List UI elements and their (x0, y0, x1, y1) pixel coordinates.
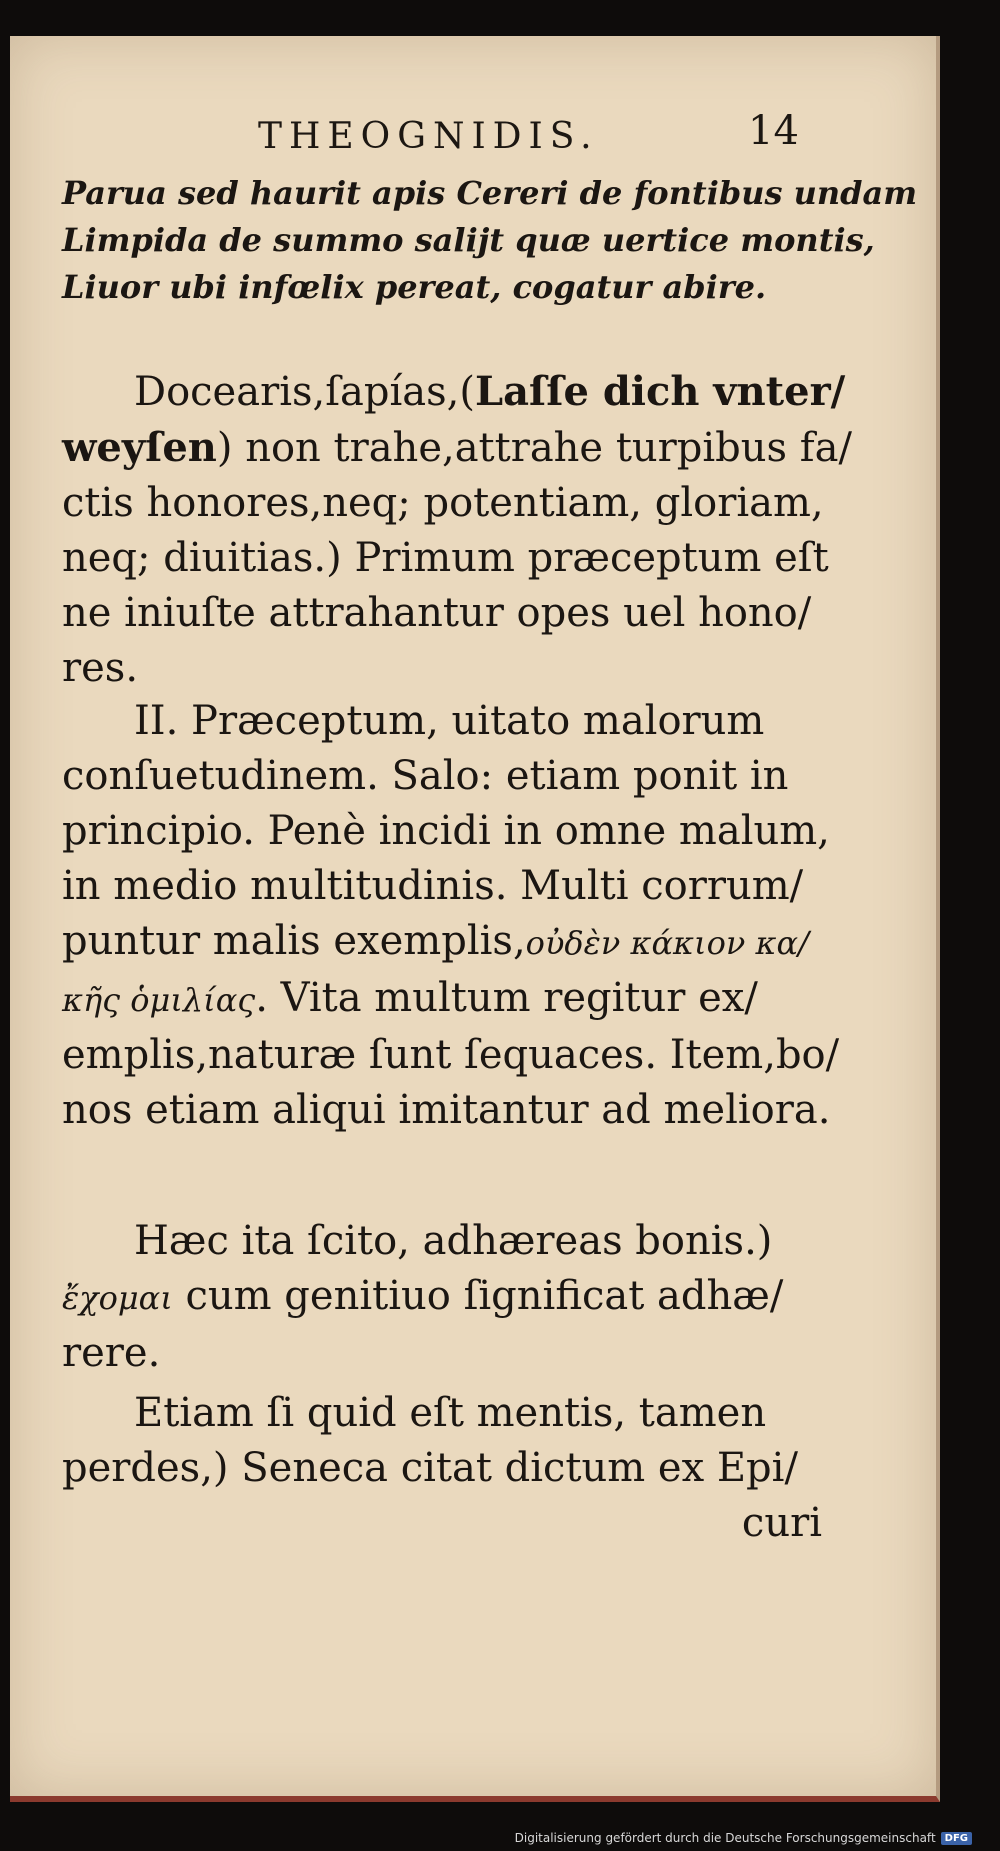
text-segment: . Vita multum regitur ex/ (255, 975, 758, 1021)
greek-quotation: κῆς ὁμιλίας (62, 981, 256, 1019)
commentary-paragraph-4 (62, 1386, 822, 1551)
verse-line: Limpida de summo salijt quæ uertice montis, (62, 221, 875, 259)
greek-quotation: οὐδὲν κάκιον κα/ (525, 924, 809, 962)
text-line (62, 971, 822, 1028)
text-line: rere. (62, 1330, 161, 1376)
page-number: 14 (748, 108, 799, 154)
text-segment: puntur malis exemplis, (62, 918, 526, 964)
catchword: curi (741, 1500, 822, 1546)
german-gloss: weyſen (62, 424, 217, 471)
text-line: conſuetudinem. Salo: etiam ponit in (62, 753, 789, 799)
text-segment: cum genitiuo ſignificat adhæ/ (172, 1273, 784, 1319)
text-segment: Docearis,ſapías,( (134, 369, 475, 415)
running-head-title: THEOGNIDIS. (258, 116, 599, 157)
text-line (62, 364, 846, 420)
text-line: ctis honores,neq; potentiam, gloriam, (62, 480, 824, 526)
verse-block (62, 170, 917, 311)
text-line: res. (62, 645, 139, 691)
text-line: II. Præceptum, uitato malorum (134, 698, 765, 744)
text-line: principio. Penè incidi in omne malum, (62, 808, 830, 854)
commentary-paragraph-2 (62, 694, 840, 1138)
text-line (62, 914, 822, 971)
text-line: perdes,) Seneca citat dictum ex Epi/ (62, 1445, 798, 1491)
verse-line: Parua sed haurit apis Cereri de fontibus undam (62, 174, 918, 212)
text-line: Etiam ſi quid eſt mentis, tamen (134, 1390, 767, 1436)
greek-word: ἔχομαι (62, 1279, 173, 1317)
german-gloss: Laſſe dich vnter/ (474, 368, 846, 415)
text-line: emplis,naturæ ſunt ſequaces. Item,bo/ (62, 1032, 840, 1078)
verse-line: Liuor ubi infœlix pereat, cogatur abire. (62, 268, 767, 306)
text-line: ne iniuſte attrahantur opes uel hono/ (62, 590, 812, 636)
credit-text: Digitalisierung gefördert durch die Deutsche Forschungsgemeinschaft (514, 1831, 936, 1845)
digitization-credit (515, 1831, 972, 1845)
text-line: nos etiam aliqui imitantur ad meliora. (62, 1087, 831, 1133)
text-line: Hæc ita ſcito, adhæreas bonis.) (134, 1218, 773, 1264)
commentary-paragraph-3 (62, 1214, 822, 1381)
text-line (62, 1269, 822, 1326)
book-page (10, 36, 940, 1802)
commentary-paragraph-1 (62, 364, 852, 696)
text-line (62, 420, 852, 476)
text-segment: ) non trahe,attrahe turpibus fa/ (216, 425, 852, 471)
dfg-logo: DFG (941, 1832, 972, 1845)
text-line: in medio multitudinis. Multi corrum/ (62, 863, 804, 909)
text-line: neq; diuitias.) Primum præceptum eſt (62, 535, 829, 581)
